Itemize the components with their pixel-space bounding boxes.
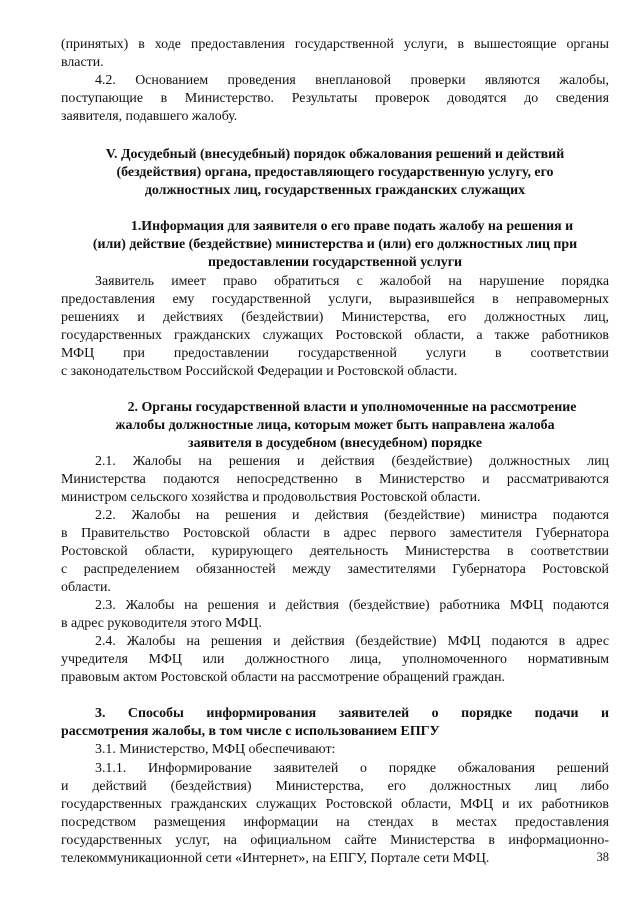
text-line: государственных гражданских служащих Ростовской области, а также работников [61,328,609,343]
section-heading: должностных лиц, государственных гражданских служащих [144,183,526,198]
text-line: в Правительство Ростовской области в адрес первого заместителя Губернатора [61,526,609,541]
subsection-heading: (или) действие (бездействие) министерства и (или) его должностных лиц при [92,237,578,252]
page-number: 38 [596,850,609,864]
text-line: и действий (бездействия) Министерства, его должностных лиц либо [61,779,609,794]
text-line: с распределением обязанностей между заместителями Губернатора Ростовской [61,562,609,577]
text-line: телекоммуникационной сети «Интернет», на ЕПГУ, Портале сети МФЦ. [61,851,490,866]
text-line: поступающие в Министерство. Результаты проверок доводятся до сведения [61,91,609,106]
text-line: правовым актом Ростовской области на рассмотрение обращений граждан. [61,670,506,685]
text-line: 2.3. Жалобы на решения и действия (бездействие) работника МФЦ подаются [95,598,609,613]
subsection-heading: 1.Информация для заявителя о его праве подать жалобу на решения и [130,219,574,234]
text-line: 3.1.1. Информирование заявителей о порядке обжалования решений [95,761,609,776]
text-line: с законодательством Российской Федерации и Ростовской области. [61,364,458,379]
text-line: государственных гражданских служащих Ростовской области, МФЦ и их работников [61,797,609,812]
text-line: Министерства подаются непосредственно в Министерство и рассматриваются [61,472,609,487]
subsection-heading: жалобы должностные лица, которым может быть направлена жалоба [115,418,555,433]
section-heading: (бездействия) органа, предоставляющего государственную услугу, его [116,165,554,180]
text-line: власти. [61,55,104,70]
subsection-heading: 2. Органы государственной власти и уполномоченные на рассмотрение [127,400,577,415]
text-line: Заявитель имеет право обратиться с жалобой на нарушение порядка [95,274,609,289]
text-line: в адрес руководителя этого МФЦ. [61,616,262,631]
text-line: 2.1. Жалобы на решения и действия (бездействие) должностных лиц [95,454,609,469]
subsection-heading: рассмотрения жалобы, в том числе с использованием ЕПГУ [61,724,440,739]
text-line: учредителя МФЦ или должностного лица, уполномоченного нормативным [61,652,609,667]
subsection-heading: заявителя в досудебном (внесудебном) порядке [187,436,482,451]
text-line: предоставления ему государственной услуги, выразившейся в неправомерных [61,292,609,307]
text-line: области. [61,580,111,595]
subsection-heading: 3. Способы информирования заявителей о порядке подачи и [95,706,609,721]
text-line: (принятых) в ходе предоставления государственной услуги, в вышестоящие органы [61,37,609,52]
text-line: 2.4. Жалобы на решения и действия (бездействие) МФЦ подаются в адрес [95,634,609,649]
text-line: заявителя, подавшего жалобу. [61,109,238,124]
text-line: посредством размещения информации на стендах в местах предоставления [61,815,609,830]
text-line: государственных услуг, на официальном сайте Министерства в информационно- [61,833,609,848]
text-line: решениях и действиях (бездействии) Министерства, его должностных лиц, [61,310,609,325]
section-heading: V. Досудебный (внесудебный) порядок обжалования решений и действий [105,147,565,162]
subsection-heading: предоставлении государственной услуги [207,255,463,270]
text-line: 2.2. Жалобы на решения и действия (бездействие) министра подаются [95,508,609,523]
text-line: 4.2. Основанием проведения внеплановой проверки являются жалобы, [95,73,609,88]
text-line: 3.1. Министерство, МФЦ обеспечивают: [95,742,336,757]
text-line: МФЦ при предоставлении государственной услуги в соответствии [61,346,609,361]
text-line: Ростовской области, курирующего деятельность Министерства в соответствии [61,544,609,559]
text-line: министром сельского хозяйства и продовольствия Ростовской области. [61,490,481,505]
